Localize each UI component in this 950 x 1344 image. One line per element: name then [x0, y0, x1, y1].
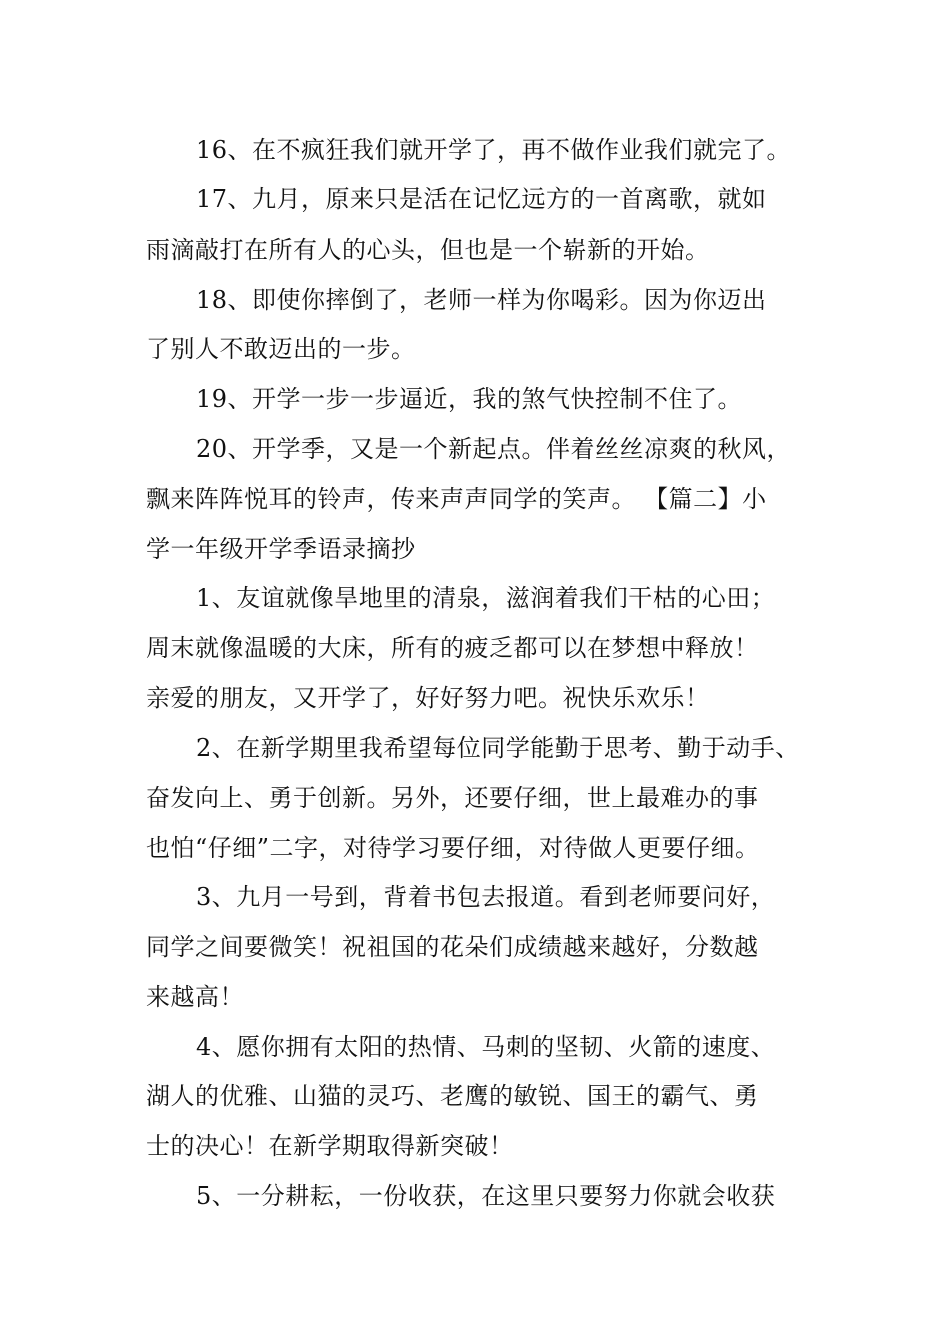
text-line: 飘来阵阵悦耳的铃声，传来声声同学的笑声。 【篇二】小: [146, 485, 767, 513]
text-line: 奋发向上、勇于创新。另外，还要仔细，世上最难办的事: [146, 784, 759, 812]
text-line: 学一年级开学季语录摘抄: [146, 535, 416, 563]
text-line: 3、九月一号到，背着书包去报道。看到老师要问好，: [196, 883, 776, 911]
text-line: 4、愿你拥有太阳的热情、马刺的坚韧、火箭的速度、: [196, 1033, 776, 1061]
text-line: 了别人不敢迈出的一步。: [146, 335, 416, 363]
text-line: 士的决心！在新学期取得新突破！: [146, 1132, 514, 1160]
text-line: 1、友谊就像旱地里的清泉，滋润着我们干枯的心田；: [196, 584, 776, 612]
text-line: 19、开学一步一步逼近，我的煞气快控制不住了。: [196, 385, 743, 413]
text-line: 同学之间要微笑！祝祖国的花朵们成绩越来越好，分数越: [146, 933, 759, 961]
text-line: 来越高！: [146, 983, 244, 1011]
text-line: 5、一分耕耘，一份收获，在这里只要努力你就会收获: [196, 1182, 776, 1210]
text-line: 20、开学季，又是一个新起点。伴着丝丝凉爽的秋风，: [196, 435, 792, 463]
text-line: 湖人的优雅、山猫的灵巧、老鹰的敏锐、国王的霸气、勇: [146, 1082, 759, 1110]
text-line: 也怕“仔细”二字，对待学习要仔细，对待做人更要仔细。: [146, 834, 760, 862]
text-line: 周末就像温暖的大床，所有的疲乏都可以在梦想中释放！: [146, 634, 759, 662]
text-line: 16、在不疯狂我们就开学了，再不做作业我们就完了。: [196, 136, 792, 164]
text-line: 18、即使你摔倒了，老师一样为你喝彩。因为你迈出: [196, 286, 767, 314]
text-line: 2、在新学期里我希望每位同学能勤于思考、勤于动手、: [196, 734, 800, 762]
text-line: 亲爱的朋友，又开学了，好好努力吧。祝快乐欢乐！: [146, 684, 710, 712]
text-line: 雨滴敲打在所有人的心头，但也是一个崭新的开始。: [146, 236, 710, 264]
text-line: 17、九月，原来只是活在记忆远方的一首离歌，就如: [196, 185, 767, 213]
